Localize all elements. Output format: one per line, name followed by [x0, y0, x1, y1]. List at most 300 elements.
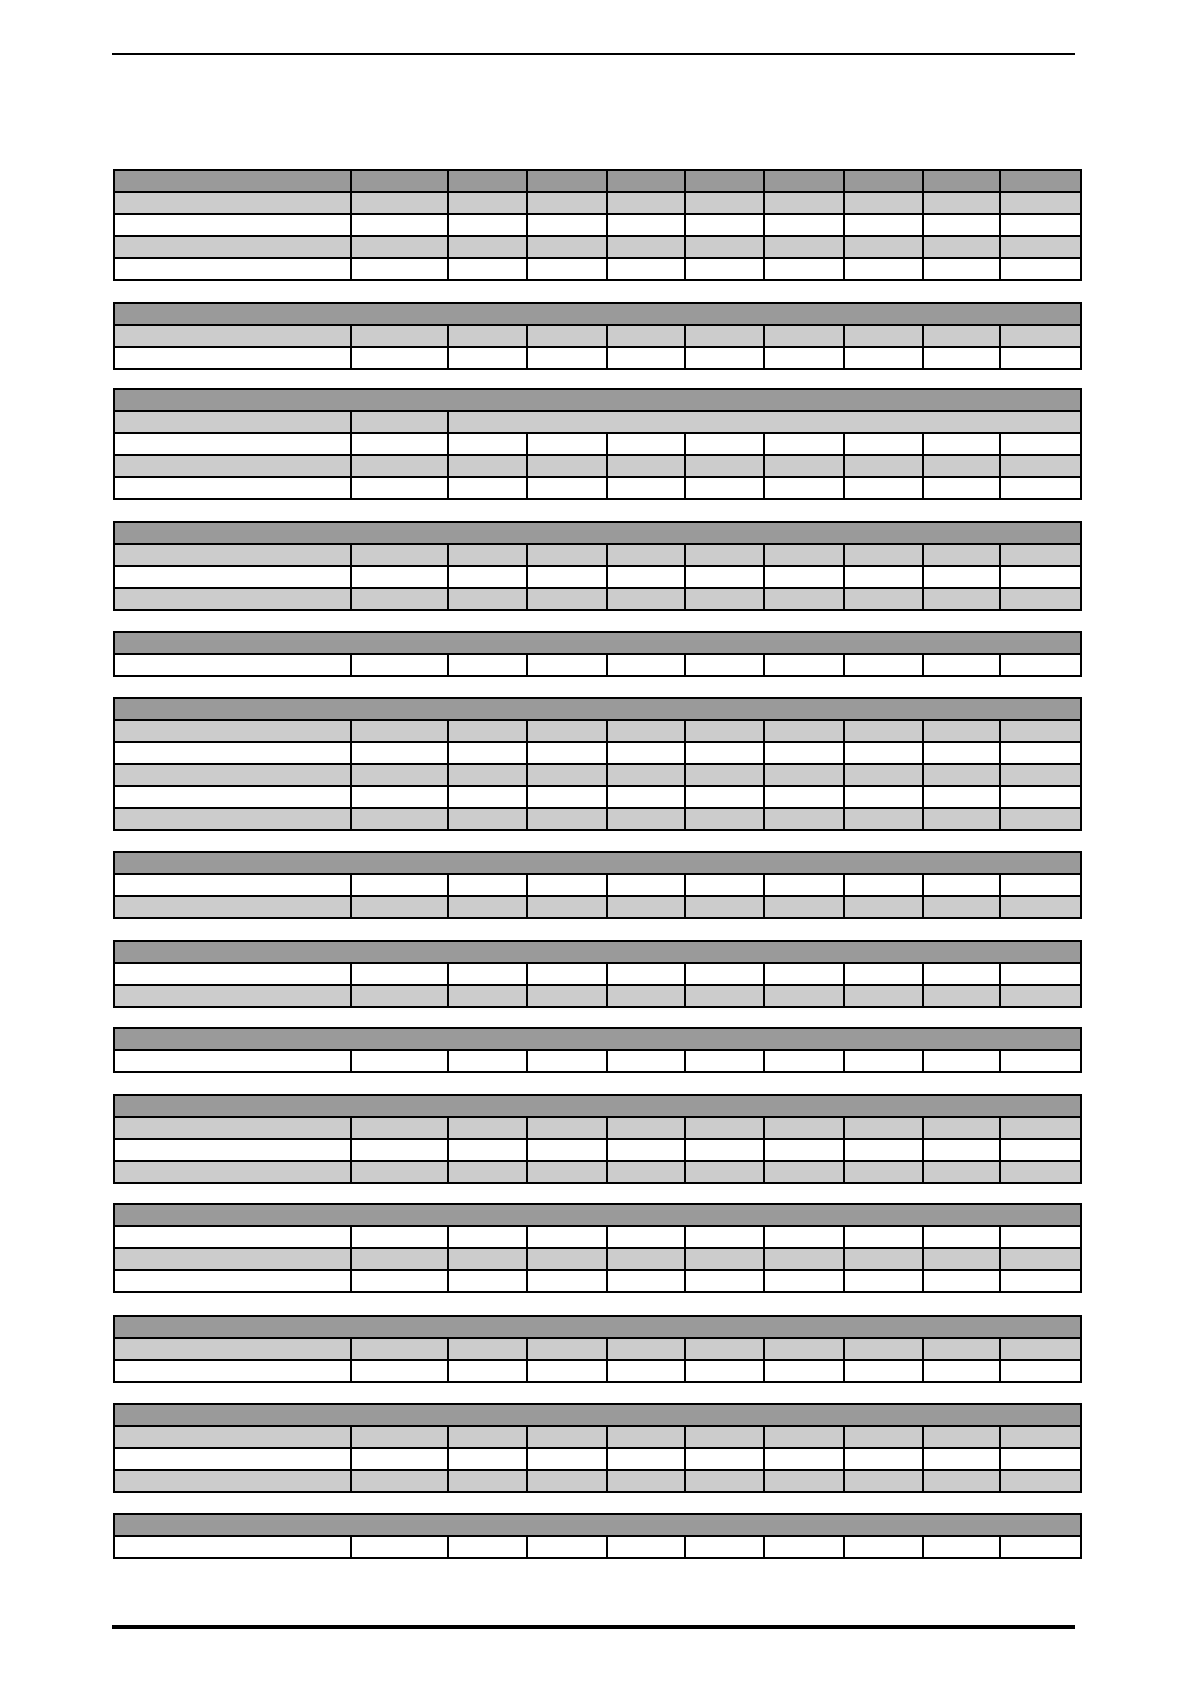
header-cell: [1001, 171, 1080, 191]
table-cell: [924, 1051, 1001, 1071]
table-cell: [686, 478, 765, 498]
table-cell: [845, 1227, 924, 1247]
table-cell: [845, 1427, 924, 1447]
table-8: [113, 940, 1082, 1008]
table-row: [115, 348, 1080, 368]
table-row: [115, 259, 1080, 279]
table-cell: [528, 743, 608, 763]
table-cell: [924, 1427, 1001, 1447]
table-cell: [528, 765, 608, 785]
table-cell: [1001, 589, 1080, 609]
header-cell: [686, 171, 765, 191]
table-row: [115, 897, 1080, 917]
table-cell: [449, 743, 528, 763]
table-cell: [924, 1118, 1001, 1138]
table-cell: [1001, 478, 1080, 498]
table-cell: [449, 1449, 528, 1469]
table-cell: [608, 1051, 686, 1071]
table-row: [115, 589, 1080, 609]
table-cell: [352, 545, 449, 565]
table-cell: [115, 193, 352, 213]
table-row: [115, 1051, 1080, 1071]
header-cell: [528, 171, 608, 191]
table-cell: [686, 326, 765, 346]
table-cell: [765, 1249, 845, 1269]
table-cell: [528, 1471, 608, 1491]
table-cell: [686, 1361, 765, 1381]
table-cell: [449, 787, 528, 807]
table-row: [115, 1361, 1080, 1381]
table-cell: [686, 259, 765, 279]
table-cell: [608, 1140, 686, 1160]
table-cell: [528, 456, 608, 476]
header-cell: [845, 171, 924, 191]
header-cell: [115, 304, 1080, 324]
table-cell: [449, 875, 528, 895]
header-cell: [115, 390, 1080, 410]
table-cell: [924, 456, 1001, 476]
table-row: [115, 875, 1080, 897]
table-cell: [924, 215, 1001, 235]
table-11: [113, 1203, 1082, 1293]
table-row: [115, 1140, 1080, 1162]
table-cell: [845, 809, 924, 829]
table-cell: [765, 567, 845, 587]
table-cell: [924, 655, 1001, 675]
header-cell: [115, 1096, 1080, 1116]
table-cell: [686, 215, 765, 235]
table-cell: [115, 326, 352, 346]
table-cell: [352, 412, 449, 432]
table-cell: [528, 348, 608, 368]
table-cell: [765, 215, 845, 235]
table-cell: [352, 897, 449, 917]
table-cell: [1001, 1471, 1080, 1491]
table-cell: [115, 765, 352, 785]
table-cell: [924, 545, 1001, 565]
table-cell: [115, 897, 352, 917]
table-cell: [765, 1471, 845, 1491]
table-cell: [686, 1339, 765, 1359]
table-cell: [449, 567, 528, 587]
table-cell: [608, 326, 686, 346]
table-cell: [528, 193, 608, 213]
table-cell: [115, 986, 352, 1006]
table-cell: [608, 567, 686, 587]
table-cell: [352, 1271, 449, 1291]
table-cell: [686, 1140, 765, 1160]
table-cell: [528, 1271, 608, 1291]
header-bar-row: [115, 1029, 1080, 1051]
table-cell: [845, 964, 924, 984]
table-cell: [449, 215, 528, 235]
table-row: [115, 545, 1080, 567]
table-cell: [924, 964, 1001, 984]
table-cell: [449, 434, 528, 454]
table-cell: [765, 743, 845, 763]
table-cell: [449, 1339, 528, 1359]
table-cell: [765, 456, 845, 476]
table-row: [115, 237, 1080, 259]
table-row: [115, 809, 1080, 829]
table-cell: [845, 237, 924, 257]
table-row: [115, 1339, 1080, 1361]
table-row: [115, 215, 1080, 237]
header-bar-row: [115, 1317, 1080, 1339]
table-cell: [352, 1471, 449, 1491]
table-cell: [765, 765, 845, 785]
table-cell: [528, 1361, 608, 1381]
table-cell: [845, 589, 924, 609]
table-cell: [115, 1118, 352, 1138]
table-1: [113, 169, 1082, 281]
table-cell: [608, 1118, 686, 1138]
table-cell: [924, 721, 1001, 741]
bottom-rule: [112, 1625, 1075, 1629]
table-row: [115, 743, 1080, 765]
table-cell: [115, 589, 352, 609]
table-cell: [686, 721, 765, 741]
table-cell: [1001, 1449, 1080, 1469]
table-cell: [352, 721, 449, 741]
table-cell: [845, 193, 924, 213]
table-cell: [528, 478, 608, 498]
table-cell: [924, 478, 1001, 498]
table-cell: [765, 1051, 845, 1071]
table-cell: [528, 655, 608, 675]
header-bar-row: [115, 942, 1080, 964]
table-cell: [608, 259, 686, 279]
table-cell: [115, 1537, 352, 1557]
table-cell: [608, 215, 686, 235]
table-cell: [449, 237, 528, 257]
table-cell: [608, 721, 686, 741]
table-cell: [449, 193, 528, 213]
table-cell: [528, 1140, 608, 1160]
header-cell: [115, 942, 1080, 962]
table-cell: [1001, 456, 1080, 476]
table-cell: [115, 1471, 352, 1491]
table-cell: [449, 1271, 528, 1291]
table-cell: [352, 326, 449, 346]
header-cell: [924, 171, 1001, 191]
table-cell: [765, 193, 845, 213]
table-cell: [115, 787, 352, 807]
table-cell: [115, 259, 352, 279]
table-cell: [845, 897, 924, 917]
table-cell: [845, 567, 924, 587]
table-cell: [765, 434, 845, 454]
table-cell: [686, 765, 765, 785]
table-cell: [1001, 215, 1080, 235]
table-cell: [924, 567, 1001, 587]
table-7: [113, 851, 1082, 919]
table-cell: [608, 478, 686, 498]
header-cell: [115, 1515, 1080, 1535]
table-cell: [608, 1471, 686, 1491]
table-cell: [686, 964, 765, 984]
table-cell: [608, 193, 686, 213]
table-cell: [845, 986, 924, 1006]
table-cell: [765, 589, 845, 609]
table-cell: [352, 1537, 449, 1557]
table-cell: [924, 1537, 1001, 1557]
table-cell: [449, 1471, 528, 1491]
table-cell: [608, 1227, 686, 1247]
table-cell: [765, 1162, 845, 1182]
table-row: [115, 412, 1080, 434]
table-cell: [845, 1339, 924, 1359]
header-cell: [608, 171, 686, 191]
table-cell: [686, 1427, 765, 1447]
table-cell: [1001, 1162, 1080, 1182]
table-13: [113, 1403, 1082, 1493]
table-cell: [528, 964, 608, 984]
table-cell: [115, 237, 352, 257]
table-cell: [686, 1227, 765, 1247]
header-cell: [115, 1317, 1080, 1337]
table-cell: [352, 434, 449, 454]
table-cell: [845, 655, 924, 675]
table-cell: [765, 897, 845, 917]
header-bar-row: [115, 1515, 1080, 1537]
table-row: [115, 1118, 1080, 1140]
table-cell: [924, 897, 1001, 917]
table-cell: [845, 456, 924, 476]
header-bar-row: [115, 1205, 1080, 1227]
table-cell: [352, 1140, 449, 1160]
table-cell: [765, 1427, 845, 1447]
table-cell: [765, 655, 845, 675]
header-cell: [115, 1029, 1080, 1049]
table-cell: [686, 787, 765, 807]
table-row: [115, 1471, 1080, 1491]
header-cell: [115, 523, 1080, 543]
table-cell: [115, 721, 352, 741]
table-cell: [352, 193, 449, 213]
table-cell: [924, 1140, 1001, 1160]
table-cell: [924, 1471, 1001, 1491]
table-cell: [765, 986, 845, 1006]
table-cell: [765, 875, 845, 895]
header-bar-row: [115, 699, 1080, 721]
table-cell: [608, 348, 686, 368]
table-row: [115, 721, 1080, 743]
table-cell: [845, 545, 924, 565]
table-cell: [115, 1427, 352, 1447]
header-bar-row: [115, 390, 1080, 412]
table-cell: [845, 1361, 924, 1381]
table-cell: [845, 787, 924, 807]
table-cell: [352, 478, 449, 498]
table-cell: [686, 1162, 765, 1182]
table-cell: [528, 1051, 608, 1071]
table-cell: [528, 787, 608, 807]
table-row: [115, 326, 1080, 348]
table-cell: [765, 787, 845, 807]
table-cell: [352, 348, 449, 368]
table-cell: [528, 1537, 608, 1557]
table-cell: [765, 237, 845, 257]
table-cell: [608, 237, 686, 257]
table-cell: [1001, 986, 1080, 1006]
table-cell: [608, 787, 686, 807]
table-cell: [924, 1162, 1001, 1182]
table-cell: [608, 1537, 686, 1557]
table-cell: [352, 655, 449, 675]
table-cell: [686, 567, 765, 587]
table-cell: [449, 1227, 528, 1247]
table-cell: [528, 986, 608, 1006]
table-cell: [528, 434, 608, 454]
table-cell: [924, 193, 1001, 213]
table-cell: [115, 545, 352, 565]
table-cell: [686, 809, 765, 829]
table-cell: [528, 259, 608, 279]
table-cell: [528, 589, 608, 609]
table-cell: [686, 348, 765, 368]
table-cell: [924, 1227, 1001, 1247]
table-cell: [608, 589, 686, 609]
table-cell: [1001, 348, 1080, 368]
table-cell: [352, 964, 449, 984]
table-cell: [528, 545, 608, 565]
table-cell: [845, 743, 924, 763]
header-cell: [115, 1405, 1080, 1425]
table-cell: [1001, 1227, 1080, 1247]
table-cell: [765, 809, 845, 829]
header-bar-row: [115, 523, 1080, 545]
table-cell: [608, 1361, 686, 1381]
table-cell: [115, 743, 352, 763]
header-cell: [765, 171, 845, 191]
header-cell: [115, 633, 1080, 653]
table-cell: [845, 1537, 924, 1557]
table-cell: [115, 215, 352, 235]
table-cell: [528, 1427, 608, 1447]
table-cell: [924, 787, 1001, 807]
header-bar-row: [115, 633, 1080, 655]
table-cell: [115, 875, 352, 895]
table-row: [115, 456, 1080, 478]
table-4: [113, 521, 1082, 611]
table-10: [113, 1094, 1082, 1184]
table-cell: [1001, 326, 1080, 346]
table-3: [113, 388, 1082, 500]
table-cell: [528, 326, 608, 346]
table-cell: [115, 567, 352, 587]
table-cell: [924, 809, 1001, 829]
table-cell: [845, 1162, 924, 1182]
table-cell: [1001, 1427, 1080, 1447]
table-cell: [449, 478, 528, 498]
table-cell: [352, 1339, 449, 1359]
table-cell: [608, 1162, 686, 1182]
table-cell: [449, 1162, 528, 1182]
table-cell: [449, 655, 528, 675]
table-cell: [115, 348, 352, 368]
header-cell: [115, 853, 1080, 873]
table-cell: [765, 478, 845, 498]
table-cell: [924, 986, 1001, 1006]
table-row: [115, 478, 1080, 498]
table-cell: [449, 986, 528, 1006]
table-cell: [352, 809, 449, 829]
table-cell: [115, 1249, 352, 1269]
table-cell: [686, 1537, 765, 1557]
table-cell: [686, 655, 765, 675]
header-bar-row: [115, 853, 1080, 875]
table-cell: [1001, 545, 1080, 565]
table-cell: [1001, 259, 1080, 279]
table-cell: [608, 809, 686, 829]
table-cell: [1001, 1140, 1080, 1160]
table-cell: [115, 1140, 352, 1160]
table-cell: [924, 1339, 1001, 1359]
table-row: [115, 567, 1080, 589]
table-cell: [686, 1449, 765, 1469]
table-cell: [845, 215, 924, 235]
header-cell: [115, 699, 1080, 719]
table-cell: [115, 412, 352, 432]
table-cell: [765, 964, 845, 984]
table-cell: [608, 743, 686, 763]
table-cell: [686, 456, 765, 476]
table-row: [115, 1249, 1080, 1271]
header-cell: [115, 171, 352, 191]
table-row: [115, 765, 1080, 787]
table-cell: [1001, 1271, 1080, 1291]
table-cell: [924, 1271, 1001, 1291]
table-cell: [528, 1162, 608, 1182]
table-cell: [449, 348, 528, 368]
table-row: [115, 434, 1080, 456]
table-cell: [765, 1537, 845, 1557]
table-cell: [352, 215, 449, 235]
table-cell: [1001, 434, 1080, 454]
table-cell: [115, 1227, 352, 1247]
table-cell: [352, 456, 449, 476]
table-cell: [608, 1427, 686, 1447]
table-cell: [352, 986, 449, 1006]
table-cell: [115, 1339, 352, 1359]
table-cell: [765, 545, 845, 565]
table-cell: [608, 655, 686, 675]
table-cell: [115, 1051, 352, 1071]
table-cell: [352, 743, 449, 763]
table-cell: [449, 1537, 528, 1557]
table-cell: [845, 875, 924, 895]
table-cell: [352, 1249, 449, 1269]
header-cell: [449, 171, 528, 191]
table-cell: [845, 434, 924, 454]
table-cell: [449, 964, 528, 984]
table-cell: [528, 567, 608, 587]
table-cell: [686, 237, 765, 257]
table-12: [113, 1315, 1082, 1383]
table-cell: [686, 986, 765, 1006]
table-cell: [528, 721, 608, 741]
header-cell: [352, 171, 449, 191]
table-cell: [115, 1271, 352, 1291]
table-cell: [845, 326, 924, 346]
table-cell: [765, 1361, 845, 1381]
table-cell: [352, 1051, 449, 1071]
table-cell: [765, 1140, 845, 1160]
table-cell: [608, 765, 686, 785]
table-cell: [1001, 1118, 1080, 1138]
table-cell: [352, 1449, 449, 1469]
